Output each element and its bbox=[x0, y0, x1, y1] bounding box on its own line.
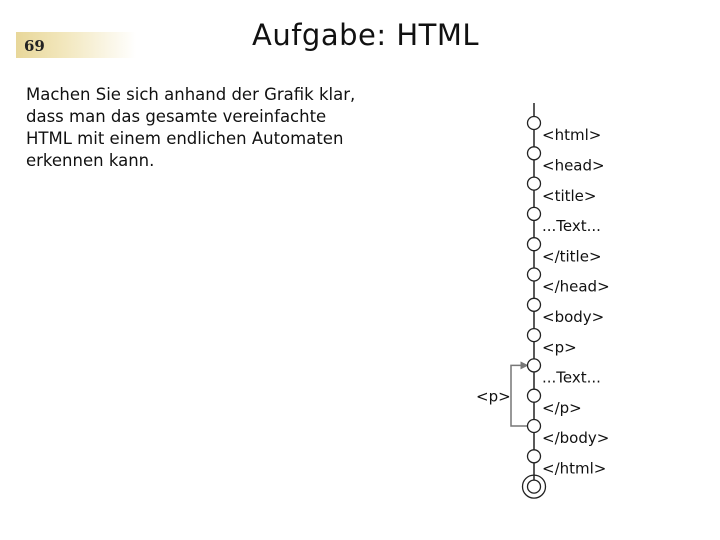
transition-label: <title> bbox=[542, 186, 597, 205]
slide-title: Aufgabe: HTML bbox=[252, 18, 480, 52]
task-text-line: HTML mit einem endlichen Automaten bbox=[26, 129, 344, 148]
loop-label: <p> bbox=[476, 387, 511, 406]
transition-label: </p> bbox=[542, 398, 582, 417]
task-text-line: dass man das gesamte vereinfachte bbox=[26, 107, 327, 126]
transition-label: </body> bbox=[542, 429, 610, 448]
state-node bbox=[528, 147, 541, 160]
state-node bbox=[528, 420, 541, 433]
transition-label: </html> bbox=[542, 459, 607, 478]
loop-arrow bbox=[511, 365, 528, 426]
state-node bbox=[528, 177, 541, 190]
state-node bbox=[528, 329, 541, 342]
transition-label: ...Text... bbox=[542, 368, 601, 387]
state-node bbox=[528, 117, 541, 130]
transition-label: </title> bbox=[542, 247, 602, 266]
state-node bbox=[528, 238, 541, 251]
state-node bbox=[528, 389, 541, 402]
state-node bbox=[528, 450, 541, 463]
transition-label: <body> bbox=[542, 307, 605, 326]
transition-label: <html> bbox=[542, 126, 602, 145]
accepting-state-inner bbox=[528, 480, 541, 493]
slide-number: 69 bbox=[24, 37, 45, 55]
state-node bbox=[528, 268, 541, 281]
state-node bbox=[528, 207, 541, 220]
state-node bbox=[528, 359, 541, 372]
transition-label: </head> bbox=[542, 277, 610, 296]
transition-label: <p> bbox=[542, 338, 577, 357]
state-node bbox=[528, 298, 541, 311]
task-text-line: erkennen kann. bbox=[26, 151, 155, 170]
transition-label: ...Text... bbox=[542, 217, 601, 236]
transition-label: <head> bbox=[542, 156, 605, 175]
task-text-line: Machen Sie sich anhand der Grafik klar, bbox=[26, 85, 356, 104]
